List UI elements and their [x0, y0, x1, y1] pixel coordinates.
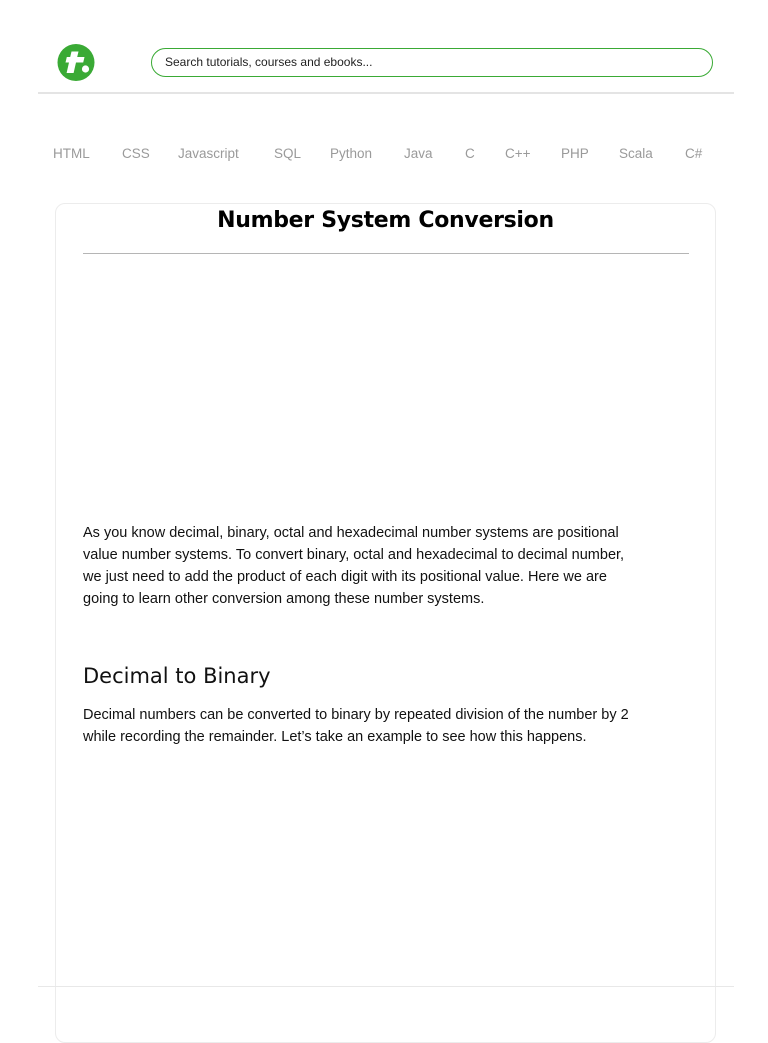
tutorialink-logo-icon[interactable]: [56, 44, 96, 81]
nav-item-python[interactable]: Python: [330, 146, 373, 161]
section-heading: Decimal to Binary: [83, 664, 271, 688]
nav-item-c[interactable]: C: [465, 146, 475, 161]
nav-item-cpp[interactable]: C++: [505, 146, 531, 161]
bottom-divider: [38, 986, 734, 987]
title-divider: [83, 253, 689, 254]
ad-placeholder: [83, 264, 689, 514]
nav-item-html[interactable]: HTML: [53, 146, 90, 161]
nav-item-sql[interactable]: SQL: [274, 146, 302, 161]
nav-item-scala[interactable]: Scala: [619, 146, 653, 161]
language-nav: [38, 140, 734, 170]
nav-item-css[interactable]: CSS: [122, 146, 150, 161]
nav-item-csharp[interactable]: C#: [685, 146, 703, 161]
top-bar: [38, 34, 734, 94]
article-card: [55, 203, 716, 1043]
nav-item-java[interactable]: Java: [404, 146, 433, 161]
section-paragraph: Decimal numbers can be converted to binary by repeated division of the number by 2 while recording the remainder. Let’s take an example to see how this happens.: [83, 707, 629, 745]
search-input[interactable]: Search tutorials, courses and ebooks...: [151, 48, 713, 77]
nav-item-javascript[interactable]: Javascript: [178, 146, 239, 161]
intro-paragraph: As you know decimal, binary, octal and hexadecimal number systems are positional value number systems. To convert binary, octal and hexadecimal to decimal number, we just need to add the product of each digit with its positional value. Here we are going to learn other conversion among these number systems.: [83, 525, 625, 607]
nav-item-php[interactable]: PHP: [561, 146, 589, 161]
page-title: Number System Conversion: [217, 208, 554, 233]
